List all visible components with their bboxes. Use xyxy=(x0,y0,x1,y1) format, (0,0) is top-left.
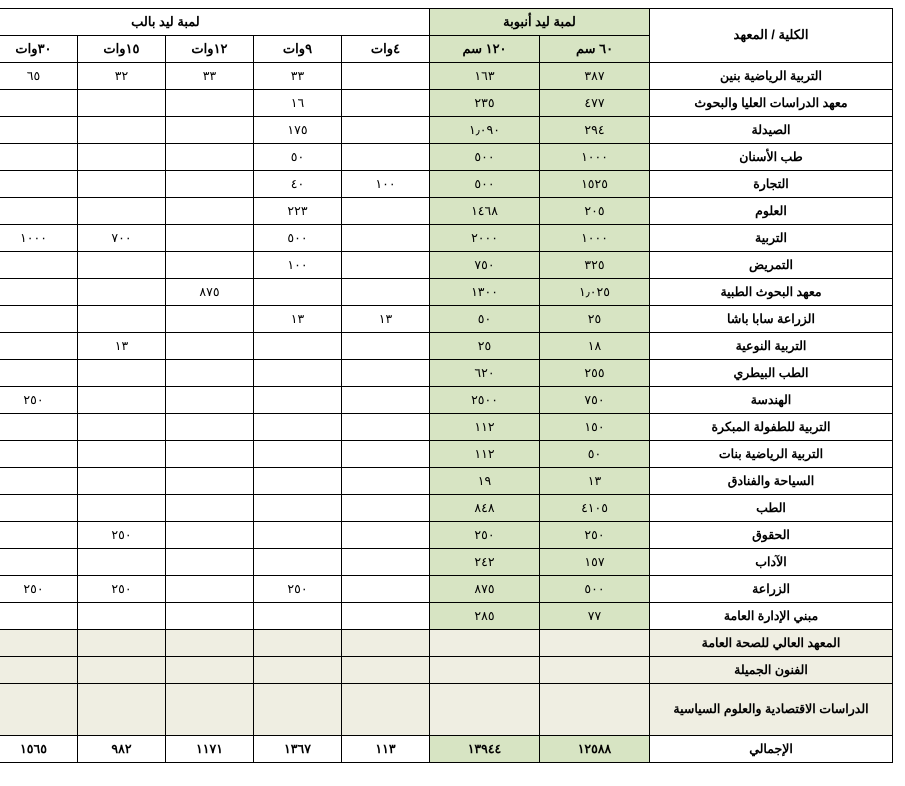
table-total-row xyxy=(0,736,893,763)
table-row xyxy=(0,495,893,522)
cell-bulb-4w xyxy=(341,414,429,441)
cell-bulb-30w xyxy=(0,549,77,576)
cell-bulb-12w xyxy=(165,198,253,225)
cell-bulb-30w xyxy=(0,630,77,657)
cell-bulb-4w xyxy=(341,333,429,360)
row-entity-name: مبني الإدارة العامة xyxy=(650,603,893,630)
row-entity-name: التربية الرياضية بنين xyxy=(650,63,893,90)
cell-bulb-12w xyxy=(165,684,253,736)
cell-bulb-12w xyxy=(165,360,253,387)
cell-tube-120cm: ٥٠ xyxy=(429,306,539,333)
cell-bulb-15w xyxy=(77,171,165,198)
cell-bulb-9w: ٥٠٠ xyxy=(253,225,341,252)
cell-bulb-30w xyxy=(0,252,77,279)
cell-bulb-30w xyxy=(0,306,77,333)
cell-bulb-15w xyxy=(77,252,165,279)
cell-bulb-12w xyxy=(165,603,253,630)
cell-bulb-12w: ٣٣ xyxy=(165,63,253,90)
table-row xyxy=(0,576,893,603)
cell-bulb-15w xyxy=(77,144,165,171)
cell-bulb-30w: ١٠٠٠ xyxy=(0,225,77,252)
cell-tube-60cm: ٢٠٥ xyxy=(540,198,650,225)
cell-bulb-9w xyxy=(253,414,341,441)
cell-bulb-15w xyxy=(77,441,165,468)
cell-bulb-12w xyxy=(165,549,253,576)
cell-bulb-15w xyxy=(77,414,165,441)
cell-tube-120cm: ٥٠٠ xyxy=(429,144,539,171)
cell-bulb-9w: ٥٠ xyxy=(253,144,341,171)
cell-tube-60cm xyxy=(540,684,650,736)
table-row xyxy=(0,414,893,441)
cell-bulb-9w: ٢٥٠ xyxy=(253,576,341,603)
cell-bulb-9w xyxy=(253,603,341,630)
cell-bulb-15w: ٢٥٠ xyxy=(77,522,165,549)
cell-bulb-9w xyxy=(253,684,341,736)
cell-bulb-15w: ٣٢ xyxy=(77,63,165,90)
cell-bulb-15w xyxy=(77,279,165,306)
table-row xyxy=(0,468,893,495)
cell-bulb-4w xyxy=(341,117,429,144)
cell-tube-60cm: ٢٥٠ xyxy=(540,522,650,549)
cell-tube-60cm: ٤١٠٥ xyxy=(540,495,650,522)
cell-bulb-30w xyxy=(0,117,77,144)
cell-bulb-30w xyxy=(0,198,77,225)
row-entity-name: الهندسة xyxy=(650,387,893,414)
table-row xyxy=(0,441,893,468)
cell-bulb-4w xyxy=(341,144,429,171)
row-entity-name: الدراسات الاقتصادية والعلوم السياسية xyxy=(650,684,893,736)
total-tube-60cm: ١٢٥٨٨ xyxy=(540,736,650,763)
cell-bulb-9w: ١٣ xyxy=(253,306,341,333)
cell-bulb-15w xyxy=(77,306,165,333)
cell-bulb-30w: ٢٥٠ xyxy=(0,387,77,414)
cell-bulb-30w xyxy=(0,468,77,495)
table-header xyxy=(0,9,893,63)
table-row xyxy=(0,252,893,279)
cell-bulb-15w xyxy=(77,603,165,630)
table-body xyxy=(0,63,893,763)
cell-bulb-9w: ٢٢٣ xyxy=(253,198,341,225)
cell-bulb-4w xyxy=(341,657,429,684)
cell-tube-120cm: ٦٢٠ xyxy=(429,360,539,387)
cell-tube-60cm: ٢٥٥ xyxy=(540,360,650,387)
header-bulb-12w: ١٢وات xyxy=(165,36,253,63)
table-row xyxy=(0,279,893,306)
cell-bulb-30w xyxy=(0,684,77,736)
cell-bulb-4w xyxy=(341,225,429,252)
cell-bulb-9w: ٣٣ xyxy=(253,63,341,90)
row-entity-name: التمريض xyxy=(650,252,893,279)
cell-tube-120cm: ١٩ xyxy=(429,468,539,495)
cell-tube-60cm: ٢٥ xyxy=(540,306,650,333)
header-group-row xyxy=(0,9,893,36)
cell-bulb-12w xyxy=(165,117,253,144)
table-row xyxy=(0,90,893,117)
cell-tube-60cm xyxy=(540,630,650,657)
cell-tube-60cm: ٥٠٠ xyxy=(540,576,650,603)
cell-bulb-12w xyxy=(165,144,253,171)
cell-bulb-4w: ١٣ xyxy=(341,306,429,333)
row-entity-name: التربية الرياضية بنات xyxy=(650,441,893,468)
row-entity-name: الطب xyxy=(650,495,893,522)
cell-bulb-15w xyxy=(77,387,165,414)
cell-bulb-15w xyxy=(77,684,165,736)
table-row xyxy=(0,522,893,549)
cell-tube-120cm: ١٣٠٠ xyxy=(429,279,539,306)
cell-bulb-12w xyxy=(165,90,253,117)
header-bulb-15w: ١٥وات xyxy=(77,36,165,63)
table-row xyxy=(0,630,893,657)
cell-bulb-12w xyxy=(165,468,253,495)
cell-bulb-15w xyxy=(77,657,165,684)
cell-bulb-15w xyxy=(77,90,165,117)
cell-bulb-15w xyxy=(77,630,165,657)
cell-bulb-12w xyxy=(165,252,253,279)
cell-bulb-12w xyxy=(165,387,253,414)
cell-bulb-4w xyxy=(341,495,429,522)
table-row xyxy=(0,306,893,333)
cell-tube-60cm: ١٠٠٠ xyxy=(540,144,650,171)
cell-tube-60cm: ١٥٠ xyxy=(540,414,650,441)
cell-bulb-15w: ١٣ xyxy=(77,333,165,360)
cell-bulb-9w xyxy=(253,279,341,306)
cell-bulb-4w xyxy=(341,549,429,576)
cell-tube-60cm: ١٥٧ xyxy=(540,549,650,576)
cell-bulb-30w: ٢٥٠ xyxy=(0,576,77,603)
cell-tube-120cm: ٢٠٠٠ xyxy=(429,225,539,252)
cell-bulb-30w xyxy=(0,657,77,684)
row-entity-name: التربية xyxy=(650,225,893,252)
table-row xyxy=(0,387,893,414)
cell-tube-60cm: ١٥٢٥ xyxy=(540,171,650,198)
row-entity-name: العلوم xyxy=(650,198,893,225)
cell-tube-60cm xyxy=(540,657,650,684)
cell-bulb-9w xyxy=(253,657,341,684)
cell-tube-60cm: ٣٨٧ xyxy=(540,63,650,90)
cell-tube-120cm: ٢٤٢ xyxy=(429,549,539,576)
table-row xyxy=(0,225,893,252)
cell-bulb-4w xyxy=(341,198,429,225)
cell-bulb-15w xyxy=(77,495,165,522)
row-entity-name: الصيدلة xyxy=(650,117,893,144)
header-bulb-30w: ٣٠وات xyxy=(0,36,77,63)
total-bulb-30w: ١٥٦٥ xyxy=(0,736,77,763)
table-row xyxy=(0,549,893,576)
cell-bulb-30w xyxy=(0,441,77,468)
cell-bulb-9w xyxy=(253,333,341,360)
row-entity-name: الطب البيطري xyxy=(650,360,893,387)
table-row xyxy=(0,117,893,144)
cell-bulb-15w xyxy=(77,117,165,144)
cell-bulb-9w xyxy=(253,495,341,522)
cell-tube-60cm: ٢٩٤ xyxy=(540,117,650,144)
total-label: الإجمالي xyxy=(650,736,893,763)
cell-tube-120cm: ٧٥٠ xyxy=(429,252,539,279)
row-entity-name: الزراعة xyxy=(650,576,893,603)
cell-tube-120cm: ٢٨٥ xyxy=(429,603,539,630)
header-tube-60: ٦٠ سم xyxy=(540,36,650,63)
cell-bulb-9w: ١٧٥ xyxy=(253,117,341,144)
row-entity-name: طب الأسنان xyxy=(650,144,893,171)
total-bulb-9w: ١٣٦٧ xyxy=(253,736,341,763)
cell-tube-120cm: ٢٣٥ xyxy=(429,90,539,117)
row-entity-name: التربية للطفولة المبكرة xyxy=(650,414,893,441)
cell-tube-60cm: ٣٢٥ xyxy=(540,252,650,279)
cell-bulb-30w xyxy=(0,360,77,387)
cell-bulb-30w xyxy=(0,144,77,171)
cell-bulb-12w xyxy=(165,333,253,360)
cell-tube-120cm: ٨٧٥ xyxy=(429,576,539,603)
cell-bulb-4w xyxy=(341,441,429,468)
cell-bulb-15w xyxy=(77,198,165,225)
cell-bulb-12w xyxy=(165,630,253,657)
row-entity-name: الفنون الجميلة xyxy=(650,657,893,684)
cell-bulb-12w xyxy=(165,495,253,522)
table-row xyxy=(0,198,893,225)
cell-bulb-9w xyxy=(253,441,341,468)
row-entity-name: السياحة والفنادق xyxy=(650,468,893,495)
cell-bulb-12w xyxy=(165,441,253,468)
cell-bulb-12w xyxy=(165,225,253,252)
cell-bulb-15w xyxy=(77,360,165,387)
table-row xyxy=(0,171,893,198)
total-bulb-4w: ١١٣ xyxy=(341,736,429,763)
cell-bulb-30w xyxy=(0,603,77,630)
table-row xyxy=(0,603,893,630)
cell-bulb-9w xyxy=(253,387,341,414)
cell-bulb-4w xyxy=(341,468,429,495)
cell-bulb-12w xyxy=(165,522,253,549)
cell-bulb-9w xyxy=(253,630,341,657)
row-entity-name: الزراعة سابا باشا xyxy=(650,306,893,333)
cell-bulb-4w xyxy=(341,684,429,736)
cell-tube-60cm: ٥٠ xyxy=(540,441,650,468)
cell-bulb-4w xyxy=(341,63,429,90)
cell-tube-120cm: ١١٢ xyxy=(429,414,539,441)
cell-bulb-30w xyxy=(0,333,77,360)
cell-tube-120cm: ١١٢ xyxy=(429,441,539,468)
cell-bulb-9w: ١٦ xyxy=(253,90,341,117)
table-row xyxy=(0,144,893,171)
cell-tube-60cm: ٧٧ xyxy=(540,603,650,630)
cell-bulb-15w xyxy=(77,549,165,576)
cell-bulb-9w: ١٠٠ xyxy=(253,252,341,279)
cell-bulb-9w xyxy=(253,360,341,387)
cell-bulb-12w xyxy=(165,576,253,603)
cell-tube-120cm: ٨٤٨ xyxy=(429,495,539,522)
row-entity-name: معهد البحوث الطبية xyxy=(650,279,893,306)
cell-bulb-30w: ٦٥ xyxy=(0,63,77,90)
cell-bulb-4w xyxy=(341,252,429,279)
cell-tube-120cm: ٥٠٠ xyxy=(429,171,539,198)
cell-bulb-30w xyxy=(0,171,77,198)
header-bulb-group: لمبة ليد بالب xyxy=(0,9,429,36)
cell-tube-120cm: ١٦٣ xyxy=(429,63,539,90)
cell-bulb-15w: ٧٠٠ xyxy=(77,225,165,252)
lighting-inventory-table xyxy=(0,8,893,763)
cell-tube-60cm: ٧٥٠ xyxy=(540,387,650,414)
cell-tube-120cm: ١٤٦٨ xyxy=(429,198,539,225)
cell-tube-120cm: ٢٥٠٠ xyxy=(429,387,539,414)
cell-bulb-4w xyxy=(341,360,429,387)
total-bulb-12w: ١١٧١ xyxy=(165,736,253,763)
row-entity-name: التجارة xyxy=(650,171,893,198)
cell-bulb-30w xyxy=(0,495,77,522)
cell-bulb-4w: ١٠٠ xyxy=(341,171,429,198)
cell-bulb-9w xyxy=(253,468,341,495)
cell-tube-120cm: ٢٥٠ xyxy=(429,522,539,549)
cell-bulb-30w xyxy=(0,522,77,549)
cell-tube-60cm: ١٨ xyxy=(540,333,650,360)
cell-bulb-12w xyxy=(165,414,253,441)
header-bulb-9w: ٩وات xyxy=(253,36,341,63)
header-name-col: الكلية / المعهد xyxy=(650,9,893,63)
cell-bulb-12w xyxy=(165,171,253,198)
header-tube-group: لمبة ليد أنبوبة xyxy=(429,9,649,36)
cell-bulb-4w xyxy=(341,522,429,549)
table-row xyxy=(0,657,893,684)
cell-bulb-12w xyxy=(165,657,253,684)
cell-tube-60cm: ١٣ xyxy=(540,468,650,495)
cell-bulb-4w xyxy=(341,603,429,630)
header-bulb-4w: ٤وات xyxy=(341,36,429,63)
table-row xyxy=(0,360,893,387)
cell-bulb-4w xyxy=(341,387,429,414)
cell-bulb-4w xyxy=(341,576,429,603)
cell-bulb-9w xyxy=(253,522,341,549)
header-tube-120: ١٢٠ سم xyxy=(429,36,539,63)
cell-bulb-9w xyxy=(253,549,341,576)
cell-bulb-4w xyxy=(341,630,429,657)
table-row xyxy=(0,684,893,736)
row-entity-name: الآداب xyxy=(650,549,893,576)
cell-bulb-30w xyxy=(0,414,77,441)
cell-tube-120cm xyxy=(429,684,539,736)
cell-bulb-12w: ٨٧٥ xyxy=(165,279,253,306)
cell-tube-120cm: ٢٥ xyxy=(429,333,539,360)
cell-bulb-9w: ٤٠ xyxy=(253,171,341,198)
cell-bulb-15w xyxy=(77,468,165,495)
row-entity-name: التربية النوعية xyxy=(650,333,893,360)
cell-bulb-30w xyxy=(0,90,77,117)
cell-bulb-15w: ٢٥٠ xyxy=(77,576,165,603)
cell-bulb-4w xyxy=(341,90,429,117)
table-row xyxy=(0,63,893,90)
row-entity-name: الحقوق xyxy=(650,522,893,549)
row-entity-name: المعهد العالي للصحة العامة xyxy=(650,630,893,657)
cell-tube-60cm: ١٫٠٢٥ xyxy=(540,279,650,306)
cell-tube-60cm: ١٠٠٠ xyxy=(540,225,650,252)
cell-tube-120cm xyxy=(429,630,539,657)
row-entity-name: معهد الدراسات العليا والبحوث xyxy=(650,90,893,117)
total-tube-120cm: ١٣٩٤٤ xyxy=(429,736,539,763)
cell-bulb-4w xyxy=(341,279,429,306)
table-row xyxy=(0,333,893,360)
cell-bulb-30w xyxy=(0,279,77,306)
cell-tube-120cm: ١٫٠٩٠ xyxy=(429,117,539,144)
cell-tube-60cm: ٤٧٧ xyxy=(540,90,650,117)
cell-tube-120cm xyxy=(429,657,539,684)
cell-bulb-12w xyxy=(165,306,253,333)
total-bulb-15w: ٩٨٢ xyxy=(77,736,165,763)
